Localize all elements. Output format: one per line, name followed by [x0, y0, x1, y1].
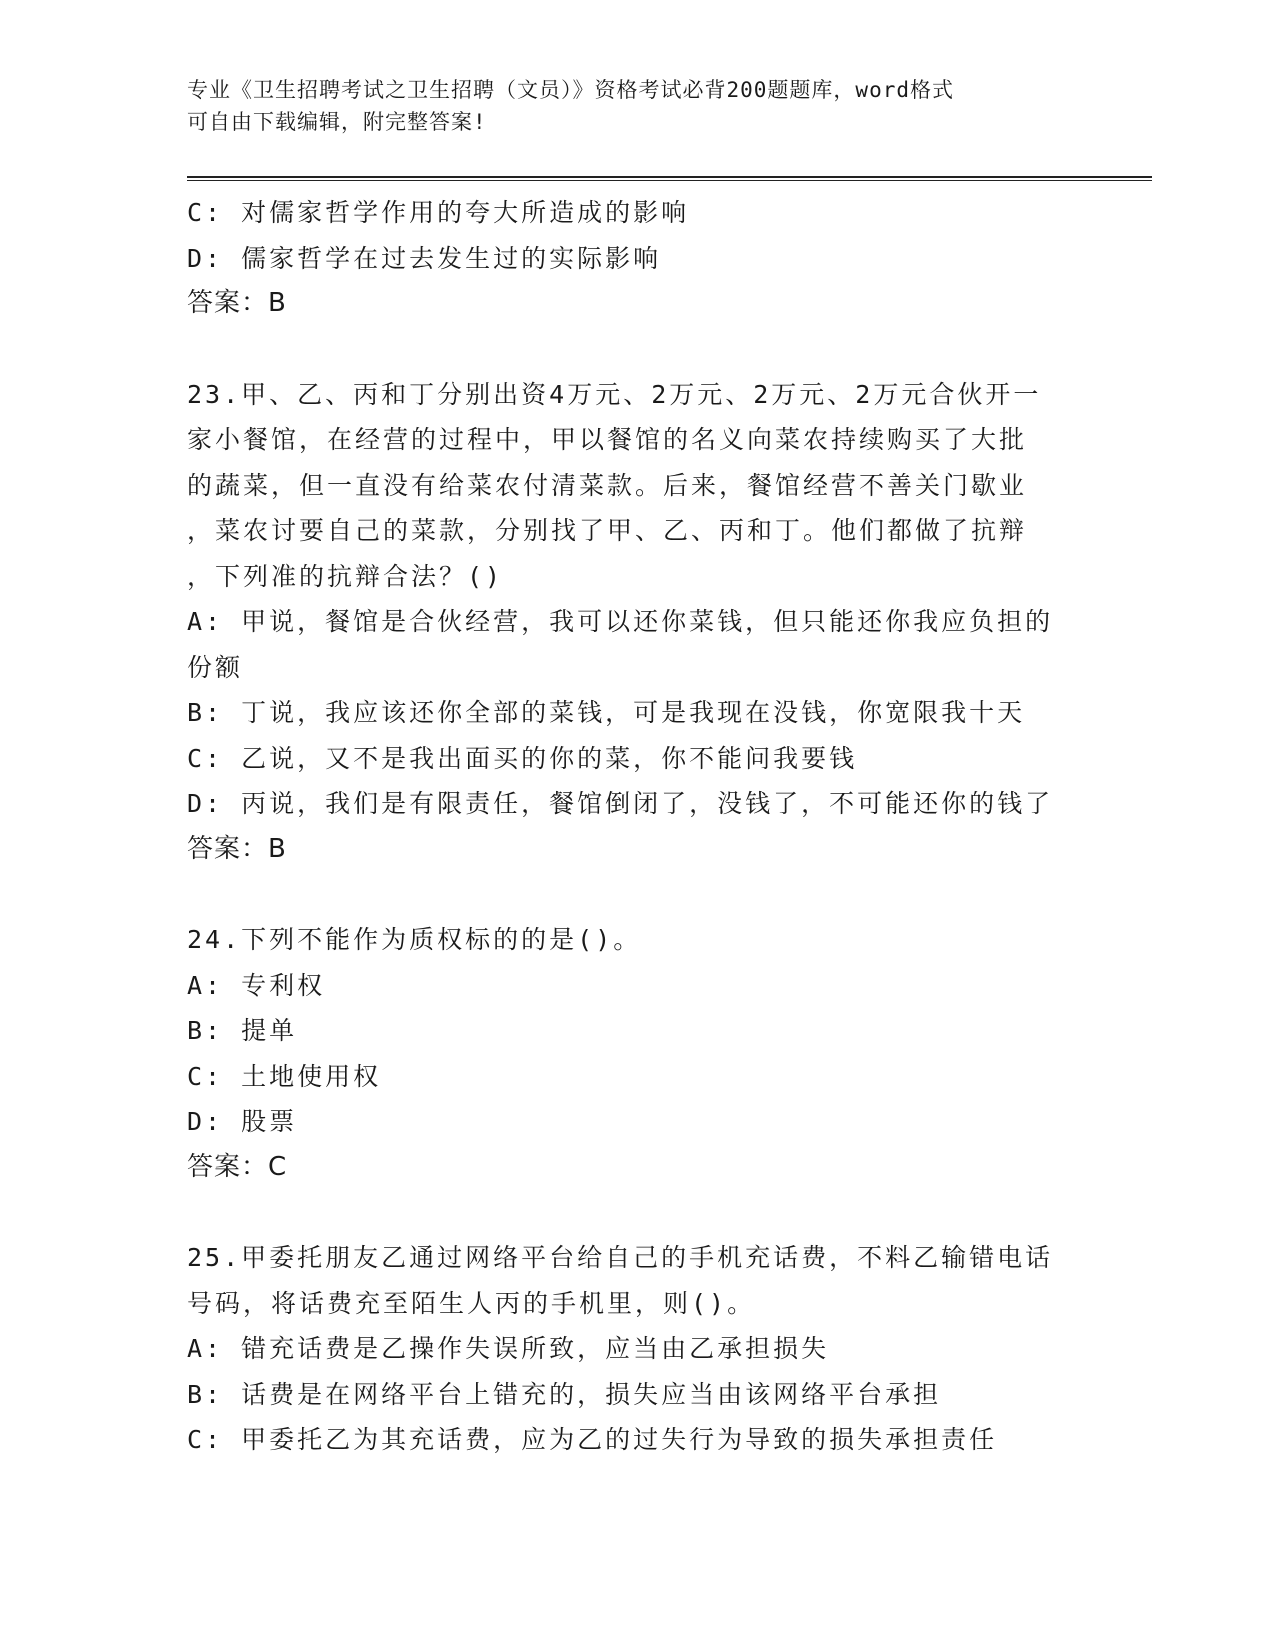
option-a: A: 专利权	[187, 970, 326, 1000]
header-divider	[187, 176, 1152, 181]
answer: 答案：B	[187, 288, 287, 318]
option-a: A: 错充话费是乙操作失误所致，应当由乙承担损失	[187, 1334, 830, 1363]
option-b: B: 丁说，我应该还你全部的菜钱，可是我现在没钱，你宽限我十天	[187, 698, 1026, 727]
document-body	[187, 190, 1087, 1463]
option-a: A: 甲说，餐馆是合伙经营，我可以还你菜钱，但只能还你我应负担的	[187, 607, 1054, 636]
option-b: B: 话费是在网络平台上错充的，损失应当由该网络平台承担	[187, 1379, 942, 1409]
question-stem: 24.下列不能作为质权标的的是()。	[187, 925, 642, 954]
question-stem-line: ，菜农讨要自己的菜款，分别找了甲、乙、丙和丁。他们都做了抗辩	[187, 516, 1028, 545]
spacer	[187, 1190, 1087, 1235]
option-c: C: 乙说，又不是我出面买的你的菜，你不能问我要钱	[187, 743, 858, 773]
question-stem-line: 号码，将话费充至陌生人丙的手机里，则()。	[187, 1288, 756, 1318]
option-a-continued: 份额	[187, 652, 244, 682]
spacer	[187, 872, 1087, 917]
question-stem-line: 家小餐馆，在经营的过程中，甲以餐馆的名义向菜农持续购买了大批	[187, 425, 1028, 454]
spacer	[187, 327, 1087, 372]
option-d: D: 股票	[187, 1107, 298, 1136]
header-line-2: 可自由下载编辑，附完整答案!	[187, 110, 487, 134]
option-c: C: 对儒家哲学作用的夸大所造成的影响	[187, 198, 690, 227]
option-c: C: 甲委托乙为其充话费，应为乙的过失行为导致的损失承担责任	[187, 1425, 998, 1454]
question-stem-line: 23.甲、乙、丙和丁分别出资4万元、2万元、2万元、2万元合伙开一	[187, 379, 1042, 409]
question-25	[187, 1235, 1087, 1463]
question-24	[187, 917, 1087, 1190]
answer: 答案：B	[187, 833, 287, 864]
document-header	[187, 74, 1087, 138]
answer: 答案：C	[187, 1151, 288, 1182]
option-b: B: 提单	[187, 1016, 298, 1045]
question-stem-line: 25.甲委托朋友乙通过网络平台给自己的手机充话费，不料乙输错电话	[187, 1243, 1054, 1272]
question-23	[187, 372, 1087, 873]
question-stem-line: 的蔬菜，但一直没有给菜农付清菜款。后来，餐馆经营不善关门歇业	[187, 470, 1028, 500]
option-c: C: 土地使用权	[187, 1061, 382, 1091]
question-stem-line: ，下列准的抗辩合法？()	[187, 561, 504, 591]
option-d: D: 儒家哲学在过去发生过的实际影响	[187, 243, 662, 273]
header-line-1: 专业《卫生招聘考试之卫生招聘（文员）》资格考试必背200题题库，word格式	[187, 78, 954, 102]
question-22-tail	[187, 190, 1087, 327]
option-d: D: 丙说，我们是有限责任，餐馆倒闭了，没钱了，不可能还你的钱了	[187, 789, 1054, 818]
